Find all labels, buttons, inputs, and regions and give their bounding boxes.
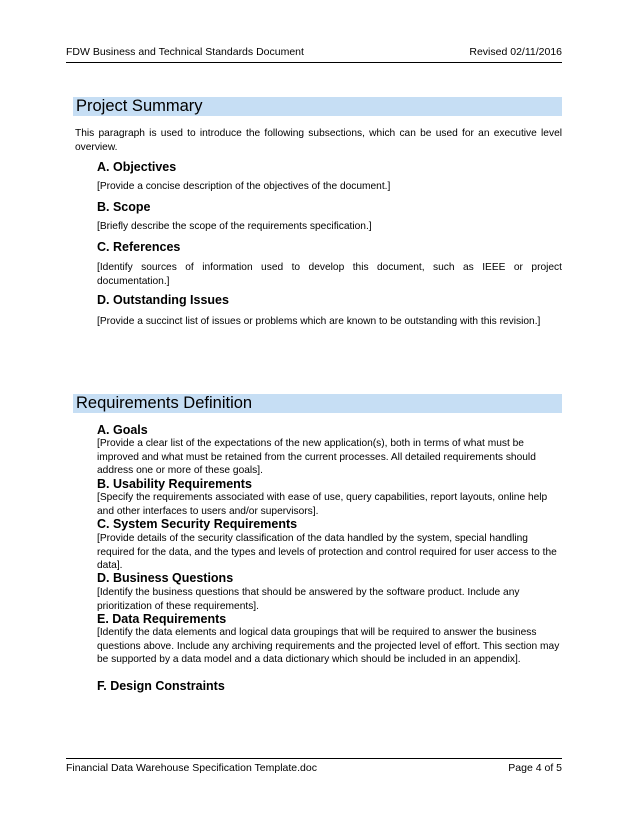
subsection-text-outstanding-issues: [Provide a succinct list of issues or problems which are known to be outstanding with this revision.] [97, 316, 541, 327]
page-footer [66, 762, 562, 776]
subsection-heading-usability-requirements: B. Usability Requirements [97, 477, 252, 491]
footer-divider [66, 758, 562, 759]
subsection-text-goals: [Provide a clear list of the expectations of the new application(s), both in terms of what must be improved and what must be retained from the current processes. All detailed requirements should address one or more of these goals]. [97, 438, 536, 476]
header-document-title: FDW Business and Technical Standards Document [66, 46, 304, 58]
subsection-text-objectives: [Provide a concise description of the objectives of the document.] [97, 181, 391, 192]
subsection-heading-system-security: C. System Security Requirements [97, 517, 298, 531]
subsection-heading-references: C. References [97, 240, 181, 254]
header-divider [66, 62, 562, 63]
footer-page-number: Page 4 of 5 [508, 762, 562, 774]
header-revision-date: Revised 02/11/2016 [469, 46, 562, 58]
subsection-heading-objectives: A. Objectives [97, 160, 177, 174]
subsection-text-scope: [Briefly describe the scope of the requirements specification.] [97, 221, 372, 232]
subsection-text-usability-requirements: [Specify the requirements associated with ease of use, query capabilities, report layouts, online help and other interfaces to users and/or supervisors]. [97, 492, 548, 517]
subsection-text-references: [Identify sources of information used to develop this document, such as IEEE or project documentation.] [97, 262, 562, 287]
subsection-text-data-requirements: [Identify the data elements and logical data groupings that will be required to answer the business questions above. Include any archiving requirements and the projected level of effort. This section may be supported by a data model and a data dictionary which should be included in an appendix]. [97, 627, 560, 665]
section-heading-requirements-definition [73, 394, 562, 413]
section-title: Project Summary [76, 97, 203, 115]
page-header [66, 46, 562, 60]
footer-file-name: Financial Data Warehouse Specification Template.doc [66, 762, 317, 774]
subsection-heading-outstanding-issues: D. Outstanding Issues [97, 293, 229, 307]
subsection-heading-design-constraints: F. Design Constraints [97, 679, 225, 693]
subsection-text-business-questions: [Identify the business questions that should be answered by the software product. Include any prioritization of these requirements]. [97, 587, 520, 612]
subsection-heading-business-questions: D. Business Questions [97, 571, 234, 585]
subsection-heading-goals: A. Goals [97, 423, 148, 437]
summary-intro-paragraph: This paragraph is used to introduce the following subsections, which can be used for an executive level overview. [75, 128, 562, 153]
subsection-heading-scope: B. Scope [97, 200, 151, 214]
subsection-heading-data-requirements: E. Data Requirements [97, 612, 227, 626]
section-heading-project-summary [73, 97, 562, 116]
section-title: Requirements Definition [76, 394, 253, 412]
subsection-text-system-security: [Provide details of the security classification of the data handled by the system, special handling required for the data, and the types and levels of protection and control required for user access to the data]. [97, 533, 557, 571]
